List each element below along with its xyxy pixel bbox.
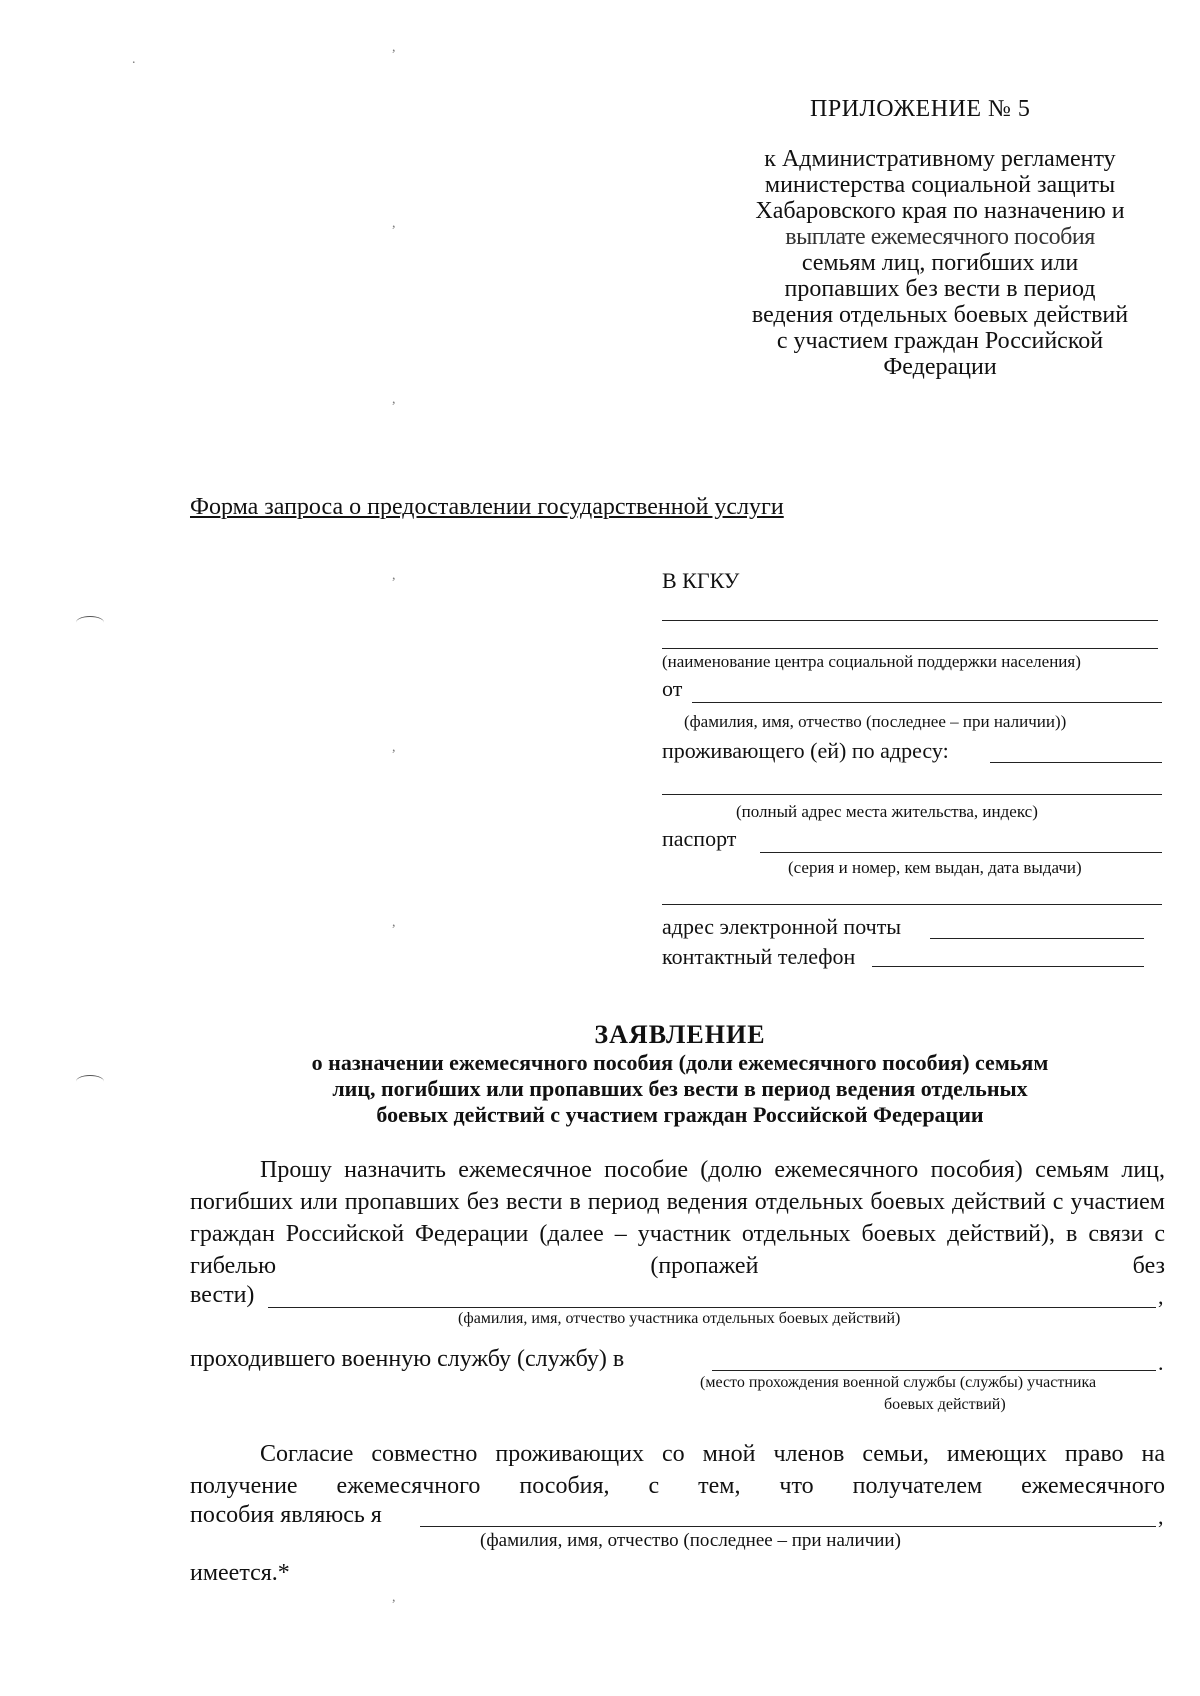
participant-caption: (фамилия, имя, отчество участника отдельных боевых действий) — [458, 1310, 901, 1327]
passport-label: паспорт — [662, 826, 737, 851]
scan-speck: , — [392, 915, 396, 930]
phone-line[interactable] — [872, 966, 1144, 967]
from-name-caption: (фамилия, имя, отчество (последнее – при наличии)) — [684, 712, 1067, 731]
service-caption-1: (место прохождения военной службы (службы) участника — [700, 1374, 1097, 1391]
appendix-reference — [700, 146, 1180, 380]
appendix-title: ПРИЛОЖЕНИЕ № 5 — [810, 96, 1031, 122]
scan-speck: . — [132, 52, 136, 67]
center-name-caption: (наименование центра социальной поддержки населения) — [662, 652, 1081, 671]
residence-label: проживающего (ей) по адресу: — [662, 738, 949, 763]
center-name-line-2[interactable] — [662, 648, 1158, 649]
scan-speck: , — [392, 392, 396, 407]
center-name-line-1[interactable] — [662, 620, 1158, 621]
from-label: от — [662, 676, 683, 701]
scan-mark — [76, 1075, 104, 1088]
consent-paragraph — [190, 1438, 1165, 1502]
participant-name-line[interactable] — [268, 1307, 1156, 1308]
scan-speck: , — [392, 40, 396, 55]
appendix-line: с участием граждан Российской — [776, 328, 1104, 354]
appendix-line: выплате ежемесячного пособия — [785, 224, 1095, 250]
request-text-end: вести) — [190, 1282, 255, 1308]
appendix-line: министерства социальной защиты — [764, 172, 1116, 198]
subtitle-line: о назначении ежемесячного пособия (доли ежемесячного пособия) семьям — [311, 1050, 1049, 1075]
appendix-line: к Административному регламенту — [764, 146, 1116, 172]
consent-text-end: пособия являюсь я — [190, 1502, 382, 1528]
passport-line-2[interactable] — [662, 904, 1162, 905]
recipient-name-line[interactable] — [420, 1526, 1156, 1527]
scan-speck: , — [392, 740, 396, 755]
recipient-caption: (фамилия, имя, отчество (последнее – при наличии) — [480, 1530, 901, 1551]
email-line[interactable] — [930, 938, 1144, 939]
form-title: Форма запроса о предоставлении государственной услуги — [190, 494, 784, 520]
comma: , — [1158, 1284, 1164, 1309]
passport-line-1[interactable] — [760, 852, 1162, 853]
scan-speck: , — [392, 216, 396, 231]
closing-text: имеется.* — [190, 1560, 290, 1586]
address-caption: (полный адрес места жительства, индекс) — [736, 802, 1038, 821]
service-place-line[interactable] — [712, 1370, 1156, 1371]
email-label: адрес электронной почты — [662, 914, 902, 939]
address-line-1[interactable] — [990, 762, 1162, 763]
scan-speck: , — [392, 1590, 396, 1605]
appendix-line: Хабаровского края по назначению и — [755, 198, 1125, 224]
appendix-line: ведения отдельных боевых действий — [751, 302, 1129, 328]
scan-mark — [76, 616, 104, 629]
request-paragraph — [190, 1154, 1165, 1282]
service-label: проходившего военную службу (службу) в — [190, 1346, 625, 1372]
subtitle-line: боевых действий с участием граждан Российской Федерации — [376, 1102, 984, 1127]
request-text: Прошу назначить ежемесячное пособие (долю ежемесячного пособия) семьям лиц, погибших или пропавших без вести в период ведения отдельных боевых действий с участием граждан Российской Федерации (далее – участник отдельных боевых действий), в связи с гибелью (пропажей без — [190, 1157, 1165, 1279]
scan-speck: , — [392, 568, 396, 583]
comma: , — [1158, 1504, 1164, 1529]
statement-title: ЗАЯВЛЕНИЕ — [594, 1020, 766, 1049]
consent-text: Согласие совместно проживающих со мной членов семьи, имеющих право на получение ежемесячного пособия, с тем, что получателем ежемесячного — [190, 1441, 1165, 1499]
from-name-line[interactable] — [692, 702, 1162, 703]
service-caption-2: боевых действий) — [884, 1396, 1006, 1413]
appendix-line: пропавших без вести в период — [784, 276, 1096, 302]
statement-subtitle — [190, 1050, 1170, 1128]
appendix-line: Федерации — [883, 354, 997, 380]
to-label: В КГКУ — [662, 568, 740, 593]
period: . — [1158, 1350, 1164, 1375]
phone-label: контактный телефон — [662, 944, 856, 969]
appendix-line: семьям лиц, погибших или — [801, 250, 1079, 276]
passport-caption: (серия и номер, кем выдан, дата выдачи) — [788, 858, 1082, 877]
subtitle-line: лиц, погибших или пропавших без вести в период ведения отдельных — [332, 1076, 1028, 1101]
address-line-2[interactable] — [662, 794, 1162, 795]
